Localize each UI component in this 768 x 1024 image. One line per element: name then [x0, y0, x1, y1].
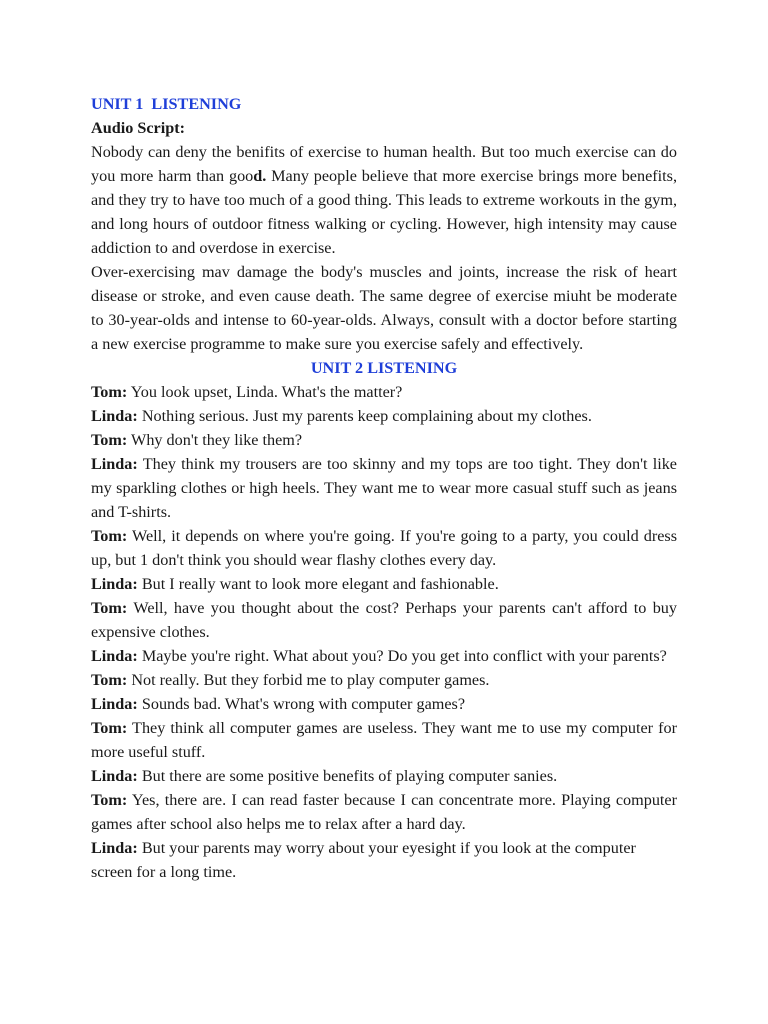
- dialogue-text: Well, have you thought about the cost? Perhaps your parents can't afford to buy expensive clothes.: [91, 599, 677, 641]
- dialogue-text: Well, it depends on where you're going. If you're going to a party, you could dress up, but 1 don't think you should wear flashy clothes every day.: [91, 527, 677, 569]
- dialogue-line: [91, 404, 677, 428]
- dialogue-line: [91, 692, 677, 716]
- speaker-label: Tom:: [91, 599, 128, 617]
- unit2-heading: UNIT 2 LISTENING: [310, 359, 458, 377]
- paragraph-text: Many people believe that more exercise brings more benefits, and they try to have too much of a good thing. This leads to extreme workouts in the gym, and long hours of outdoor fitness walking or cycling. However, high intensity may cause addiction to and overdose in exercise.: [91, 167, 677, 257]
- dialogue-line: [91, 428, 677, 452]
- dialogue-line: [91, 524, 677, 572]
- document-page: [91, 92, 677, 884]
- speaker-label: Tom:: [91, 719, 128, 737]
- dialogue-line: [91, 668, 677, 692]
- dialogue-line: [91, 764, 677, 788]
- dialogue-line: [91, 572, 677, 596]
- dialogue-line: [91, 452, 677, 524]
- speaker-label: Linda:: [91, 839, 138, 857]
- audio-script-label: Audio Script:: [91, 119, 185, 137]
- dialogue-text: Yes, there are. I can read faster because I can concentrate more. Playing computer games after school also helps me to relax after a hard day.: [91, 791, 677, 833]
- dialogue-text: Nothing serious. Just my parents keep complaining about my clothes.: [137, 407, 592, 425]
- unit1-heading: UNIT 1 LISTENING: [91, 95, 242, 113]
- dialogue-text: But there are some positive benefits of playing computer sanies.: [137, 767, 558, 785]
- dialogue-text: You look upset, Linda. What's the matter?: [127, 383, 403, 401]
- dialogue-line: [91, 788, 677, 836]
- dialogue-line: [91, 596, 677, 644]
- dialogue-text: But your parents may worry about your eyesight if you look at the computer screen for a long time.: [91, 839, 636, 881]
- speaker-label: Tom:: [91, 431, 128, 449]
- paragraph-text: Nobody can deny the benifits of exercise to human health. But too much exercise can do you more harm than goo: [91, 143, 677, 185]
- speaker-label: Linda:: [91, 695, 138, 713]
- unit1-paragraph-2: Over-exercising mav damage the body's muscles and joints, increase the risk of heart disease or stroke, and even cause death. The same degree of exercise miuht be moderate to 30-year-olds and intense to 60-year-olds. Always, consult with a doctor before starting a new exercise programme to make sure you exercise safely and effectively.: [91, 263, 677, 353]
- dialogue-text: They think my trousers are too skinny and my tops are too tight. They don't like my sparkling clothes or high heels. They want me to wear more casual stuff such as jeans and T-shirts.: [91, 455, 677, 521]
- dialogue-line: [91, 836, 677, 884]
- dialogue-text: Not really. But they forbid me to play computer games.: [127, 671, 490, 689]
- dialogue-text: Why don't they like them?: [127, 431, 303, 449]
- speaker-label: Linda:: [91, 455, 138, 473]
- speaker-label: Linda:: [91, 767, 138, 785]
- speaker-label: Tom:: [91, 527, 128, 545]
- dialogue-line: [91, 716, 677, 764]
- dialogue-line: [91, 644, 677, 668]
- paragraph-bold-text: d.: [253, 167, 267, 185]
- speaker-label: Linda:: [91, 575, 138, 593]
- dialogue-line: [91, 380, 677, 404]
- unit1-paragraph-1: [91, 140, 677, 260]
- speaker-label: Linda:: [91, 647, 138, 665]
- speaker-label: Tom:: [91, 671, 128, 689]
- dialogue-text: Maybe you're right. What about you? Do you get into conflict with your parents?: [137, 647, 667, 665]
- speaker-label: Tom:: [91, 383, 128, 401]
- speaker-label: Tom:: [91, 791, 128, 809]
- dialogue-text: But I really want to look more elegant and fashionable.: [137, 575, 499, 593]
- dialogue-text: They think all computer games are useless. They want me to use my computer for more useful stuff.: [91, 719, 677, 761]
- speaker-label: Linda:: [91, 407, 138, 425]
- dialogue-text: Sounds bad. What's wrong with computer games?: [137, 695, 466, 713]
